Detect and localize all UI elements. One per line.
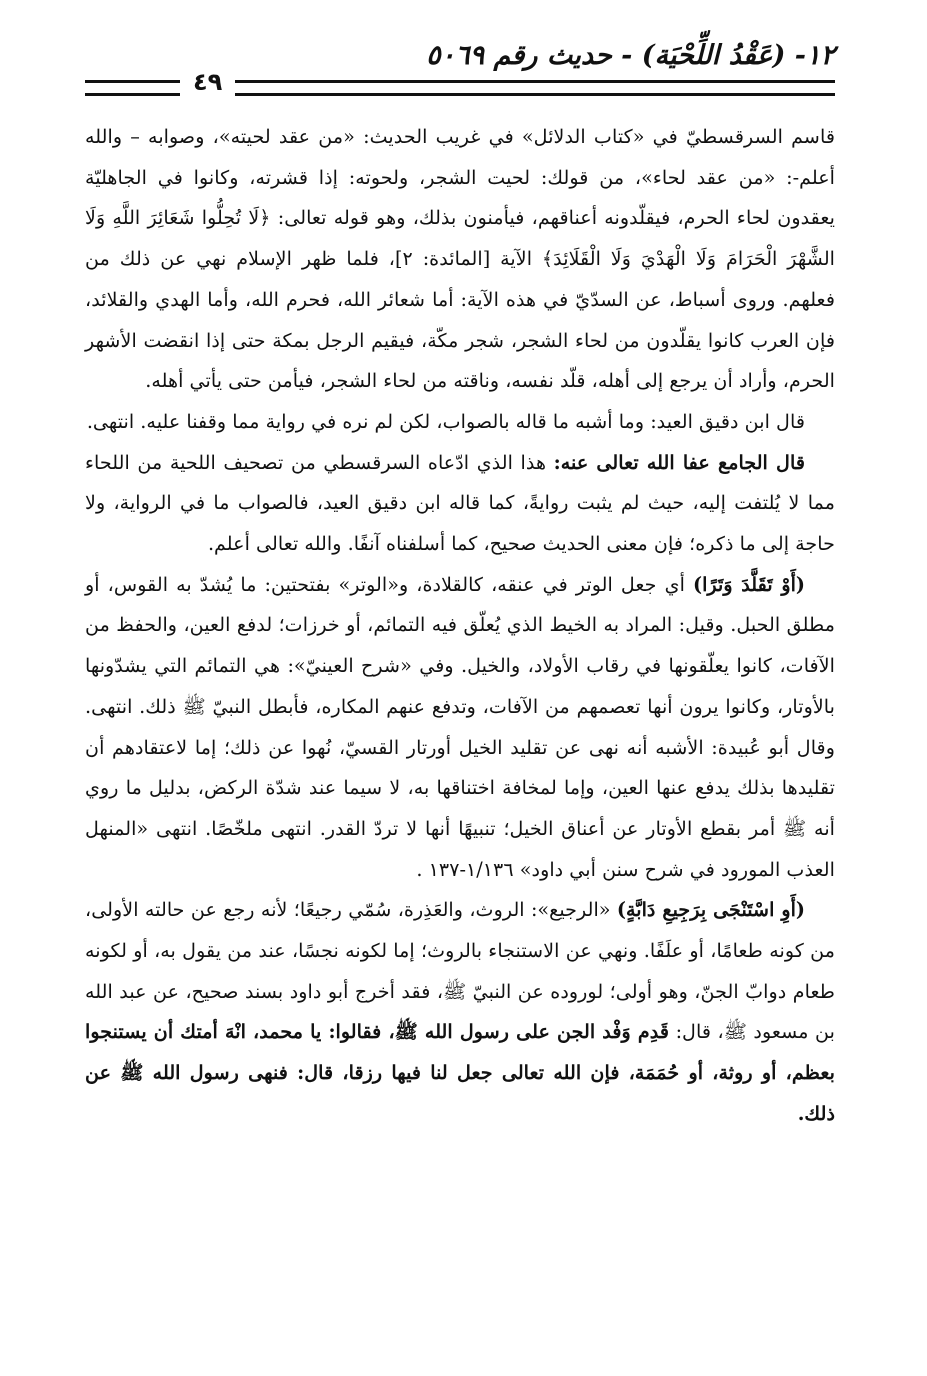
paragraph-3-lead: قال الجامع عفا الله تعالى عنه:	[553, 450, 805, 474]
paragraph-4-text: أي جعل الوتر في عنقه، كالقلادة، و«الوتر» بفتحتين: ما يُشدّ به القوس، أو مطلق الحبل. وقيل: المراد به الخيط الذي يُعلّق فيه التمائم، أو خرزات؛ لدفع العين، والحفظ من الآفات، كانوا يعلّقونها في رقاب الأولاد، والخيل. وفي «شرح العينيّ»: هي التمائم التي يشدّونها بالأوتار، وكانوا يرون أنها تعصمهم من الآفات، وتدفع عنهم المكاره، فأبطل النبيّ ﷺ ذلك. انتهى. وقال أبو عُبيدة: الأشبه أنه نهى عن تقليد الخيل أورتار القسيّ، نُهوا عن ذلك؛ إما لاعتقادهم أن تقليدها بذلك يدفع عنها العين، وإما لمخافة اختناقها به، لا سيما عند شدّة الركض، بدليل ما روي أنه ﷺ أمر بقطع الأوتار عن أعناق الخيل؛ تنبيهًا أنها لا تردّ القدر. انتهى ملخّصًا. انتهى «المنهل العذب المورود في شرح سنن أبي داود» ١/١٣٦-١٣٧ .	[85, 572, 835, 881]
paragraph-5-hadith: قَدِم وَفْد الجن على رسول الله ﷺ، فقالوا: يا محمد، انْهَ أمتك أن يستنجوا بعظم، أو روثة، أو حُمَمَة، فإن الله تعالى جعل لنا فيها رزقا، قال: فنهى رسول الله ﷺ عن ذلك.	[85, 1020, 835, 1125]
paragraph-3	[85, 443, 835, 565]
page-number: ٤٩	[193, 68, 223, 96]
paragraph-4-lead: (أَوْ تَقَلَّدَ وَتَرًا)	[692, 572, 805, 596]
header-rule-right	[235, 80, 835, 96]
paragraph-5-text: «الرجيع»: الروث، والعَذِرة، سُمّي رجيعًا؛ لأنه رجع عن حالته الأولى، من كونه طعامًا، أو علَفًا. ونهي عن الاستنجاء بالروث؛ إما لكونه نجسًا، عند من يقول به، أو لكونه طعام دوابّ الجنّ، وهو أولى؛ لوروده عن النبيّ ﷺ، فقد أخرج أبو داود بسند صحيح، عن عبد الله بن مسعود ﷺ، قال:	[85, 898, 836, 1044]
paragraph-4	[85, 565, 835, 891]
paragraph-3-text: هذا الذي ادّعاه السرقسطي من تصحيف اللحية من اللحاء مما لا يُلتفت إليه، حيث لم يثبت روايةً، كما قاله ابن دقيق العيد، فالصواب ما في الرواية، ولا حاجة إلى ما ذكره؛ فإن معنى الحديث صحيح، كما أسلفناه آنفًا. والله تعالى أعلم.	[85, 450, 835, 556]
text-body	[85, 117, 835, 1135]
paragraph-5	[85, 890, 835, 1134]
paragraph-2: قال ابن دقيق العيد: وما أشبه ما قاله بالصواب، لكن لم نره في رواية مما وقفنا عليه. انتهى.	[86, 409, 805, 433]
running-head: ١٢- (عَقْدُ اللِّحْيَة) - حديث رقم ٥٠٦٩	[426, 40, 835, 71]
paragraph-5-lead: (أَوِ اسْتَنْجَى بِرَجِيعِ دَابَّةٍ)	[616, 898, 806, 922]
header-rule-left	[85, 80, 180, 96]
page-header	[85, 40, 835, 100]
paragraph-1: قاسم السرقسطيّ في «كتاب الدلائل» في غريب الحديث: «من عقد لحيته»، وصوابه – والله أعلم-: «من عقد لحاء»، من قولك: لحيت الشجر، ولحوته: إذا قشرته، وكانوا في الجاهليّة يعقدون لحاء الحرم، فيقلّدونه أعناقهم، فيأمنون بذلك، وهو قوله تعالى: ﴿لَا تُحِلُّوا شَعَائِرَ اللَّهِ وَلَا الشَّهْرَ الْحَرَامَ وَلَا الْهَدْيَ وَلَا الْقَلَائِدَ﴾ الآية [المائدة: ٢]، فلما ظهر الإسلام نهي عن ذلك من فعلهم. وروى أسباط، عن السدّيّ في هذه الآية: أما شعائر الله، فحرم الله، وأما الهدي والقلائد، فإن العرب كانوا يقلّدون من لحاء الشجر، شجر مكّة، فيقيم الرجل بمكة حتى إذا انقضت الأشهر الحرم، وأراد أن يرجع إلى أهله، قلّد نفسه، وناقته من لحاء الشجر، فيأمن حتى يأتي أهله.	[85, 125, 835, 393]
